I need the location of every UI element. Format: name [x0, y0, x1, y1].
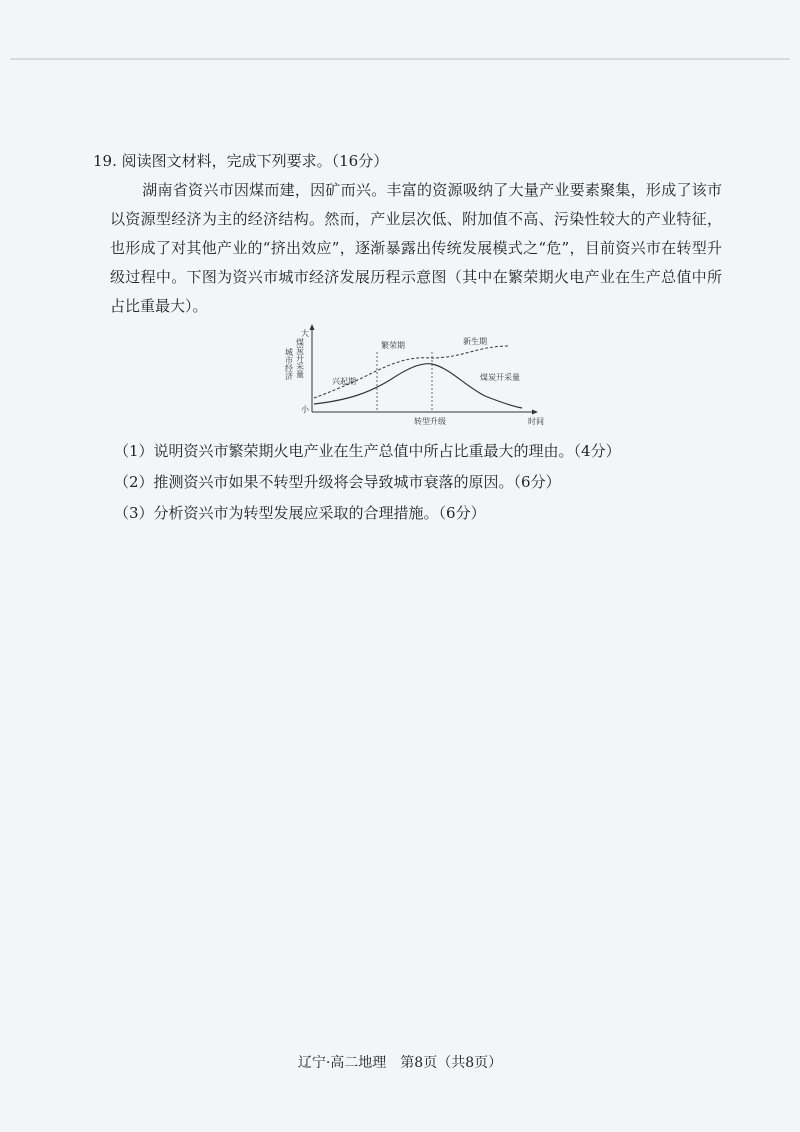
scan-edge — [10, 58, 790, 60]
y-low-label: 小 — [301, 405, 309, 414]
y-high-label: 大 — [301, 329, 309, 338]
question-title: 19. 阅读图文材料，完成下列要求。（16分） — [93, 152, 389, 170]
x-axis-label: 时间 — [528, 417, 544, 426]
y-axis-arrow — [310, 324, 315, 330]
sub-question-2: （2）推测资兴市如果不转型升级将会导致城市衰落的原因。（6分） — [114, 473, 561, 491]
development-chart — [280, 322, 550, 432]
sub-question-1: （1）说明资兴市繁荣期火电产业在生产总值中所占比重最大的理由。（4分） — [114, 442, 621, 460]
series-label-coal: 煤炭开采量 — [480, 373, 520, 382]
series-economy — [314, 346, 510, 398]
phase-label-new: 新生期 — [463, 337, 487, 346]
question-paragraph — [110, 176, 722, 321]
sub-question-3: （3）分析资兴市为转型发展应采取的合理措施。（6分） — [114, 504, 486, 522]
page-footer: 辽宁·高二地理 第8页（共8页） — [297, 1055, 503, 1071]
y-label-bottom: 煤炭开采量 — [295, 338, 305, 378]
phase-label-boom: 繁荣期 — [381, 341, 405, 350]
transition-label: 转型升级 — [414, 417, 446, 426]
x-axis-arrow — [532, 410, 538, 415]
y-label-top: 城市经济 — [284, 348, 294, 380]
paragraph-text: 湖南省资兴市因煤而建，因矿而兴。丰富的资源吸纳了大量产业要素聚集，形成了该市以资源型经济为主的经济结构。然而，产业层次低、附加值不高、污染性较大的产业特征，也形成了对其他产业的“挤出效应”，逐渐暴露出传统发展模式之“危”，目前资兴市在转型升级过程中。下图为资兴市城市经济发展历程示意图（其中在繁荣期火电产业在生产总值中所占比重最大）。 — [110, 181, 722, 315]
phase-label-rise: 兴起期 — [332, 377, 356, 386]
